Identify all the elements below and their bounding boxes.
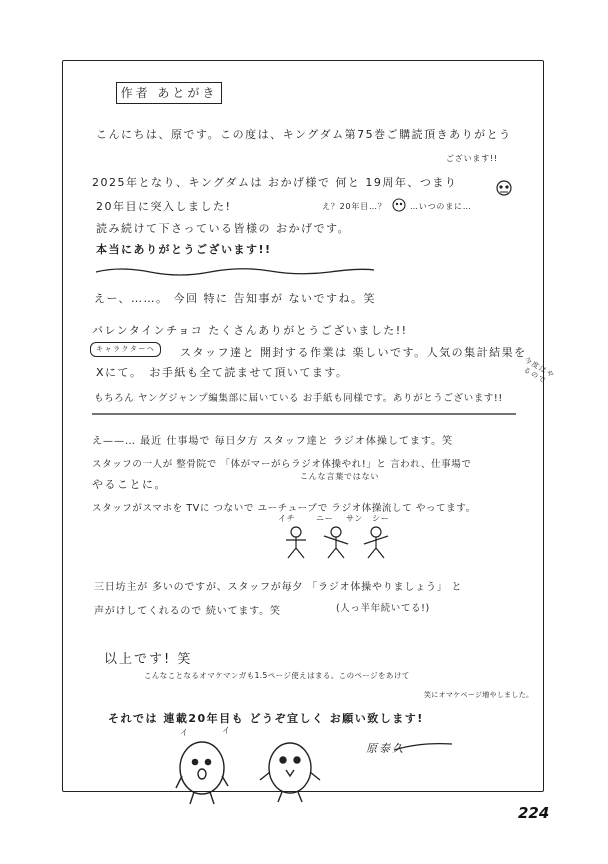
page-number: 224 xyxy=(518,804,550,822)
topic1-line-1: えー、……。 今回 特に 告知事が ないですね。笑 xyxy=(94,292,377,305)
x-note-line: Xにて。 お手紙も全て読ませて頂いてます。 xyxy=(96,366,349,379)
greeting-line-1-end: ございます!! xyxy=(446,154,499,163)
exercise-label-3: サン xyxy=(346,514,364,523)
anniversary-aside: え？20年目…？ xyxy=(322,202,387,211)
topic2-line-1: え——… 最近 仕事場で 毎日夕方 スタッフ達と ラジオ体操してます。笑 xyxy=(92,436,454,447)
character-label-1: イ xyxy=(180,728,189,737)
exercise-figure-3 xyxy=(364,527,388,558)
topic2-line-6: 声がけしてくれるので 続いてます。笑 xyxy=(94,606,281,617)
greeting-line-1: こんにちは、原です。この度は、キングダム第75巻ご購読頂きありがとう xyxy=(96,128,512,141)
valentine-line: バレンタインチョコ たくさんありがとうございました!! xyxy=(92,324,408,337)
exercise-figure-1 xyxy=(286,527,306,558)
topic2-line-6-paren: (人っ半年続いてる!) xyxy=(336,603,430,614)
afterword-title: 作者 あとがき xyxy=(116,82,222,104)
character-label-2: イ xyxy=(222,726,231,735)
character-doodle-1 xyxy=(176,742,228,804)
closing-line-1: 以上です! 笑 xyxy=(104,652,193,667)
side-note: 今度はやるので xyxy=(521,355,557,386)
author-signature: 原泰久 xyxy=(366,742,405,755)
anniversary-aside-2: …いつのまに… xyxy=(410,202,472,211)
staff-line: スタッフ達と 開封する作業は 楽しいです。人気の集計結果を xyxy=(180,346,527,359)
closing-note-1: こんなことなるオマケマンガも1.5ページ使えはまる。このページをあけて xyxy=(144,671,410,680)
exercise-label-4: シー xyxy=(372,514,390,523)
anniversary-line-3: 読み続けて下さっている皆様の おかげです。 xyxy=(96,222,351,235)
topic2-line-2: スタッフの一人が 整骨院で 「体がマーがらラジオ体操やれ!」と 言われ、仕事場で xyxy=(92,459,472,470)
character-doodle-2 xyxy=(260,743,320,802)
topic1-line-end: もちろん ヤングジャンプ編集部に届いている お手紙も同様です。ありがとうございます!! xyxy=(94,393,503,404)
wavy-divider-1 xyxy=(96,269,374,275)
face-doodle xyxy=(393,199,405,211)
character-tag: キャラクターへ xyxy=(90,342,161,357)
exercise-label-1: イチ xyxy=(278,514,296,523)
closing-note-2: 笑にオマケページ増やしました。 xyxy=(424,691,534,699)
anniversary-line-2: 20年目に突入しました! xyxy=(96,200,232,213)
topic2-line-2-small: こんな言葉ではない xyxy=(300,472,380,481)
topic2-line-5: 三日坊主が 多いのですが、スタッフが毎夕 「ラジオ体操やりましょう」 と xyxy=(94,582,463,593)
topic2-line-4: スタッフがスマホを TVに つないで ユーチューブで ラジオ体操流して やってます。 xyxy=(92,503,476,514)
exercise-figure-2 xyxy=(324,527,348,558)
skull-doodle xyxy=(497,181,511,195)
anniversary-line-4: 本当にありがとうございます!! xyxy=(96,243,272,256)
closing-line-2: それでは 連載20年目も どうぞ宜しく お願い致します! xyxy=(108,712,424,725)
topic2-line-3: やることに。 xyxy=(92,478,167,491)
anniversary-line-1: 2025年となり、キングダムは おかげ様で 何と 19周年、つまり xyxy=(92,176,458,189)
exercise-label-2: ニー xyxy=(316,514,334,523)
